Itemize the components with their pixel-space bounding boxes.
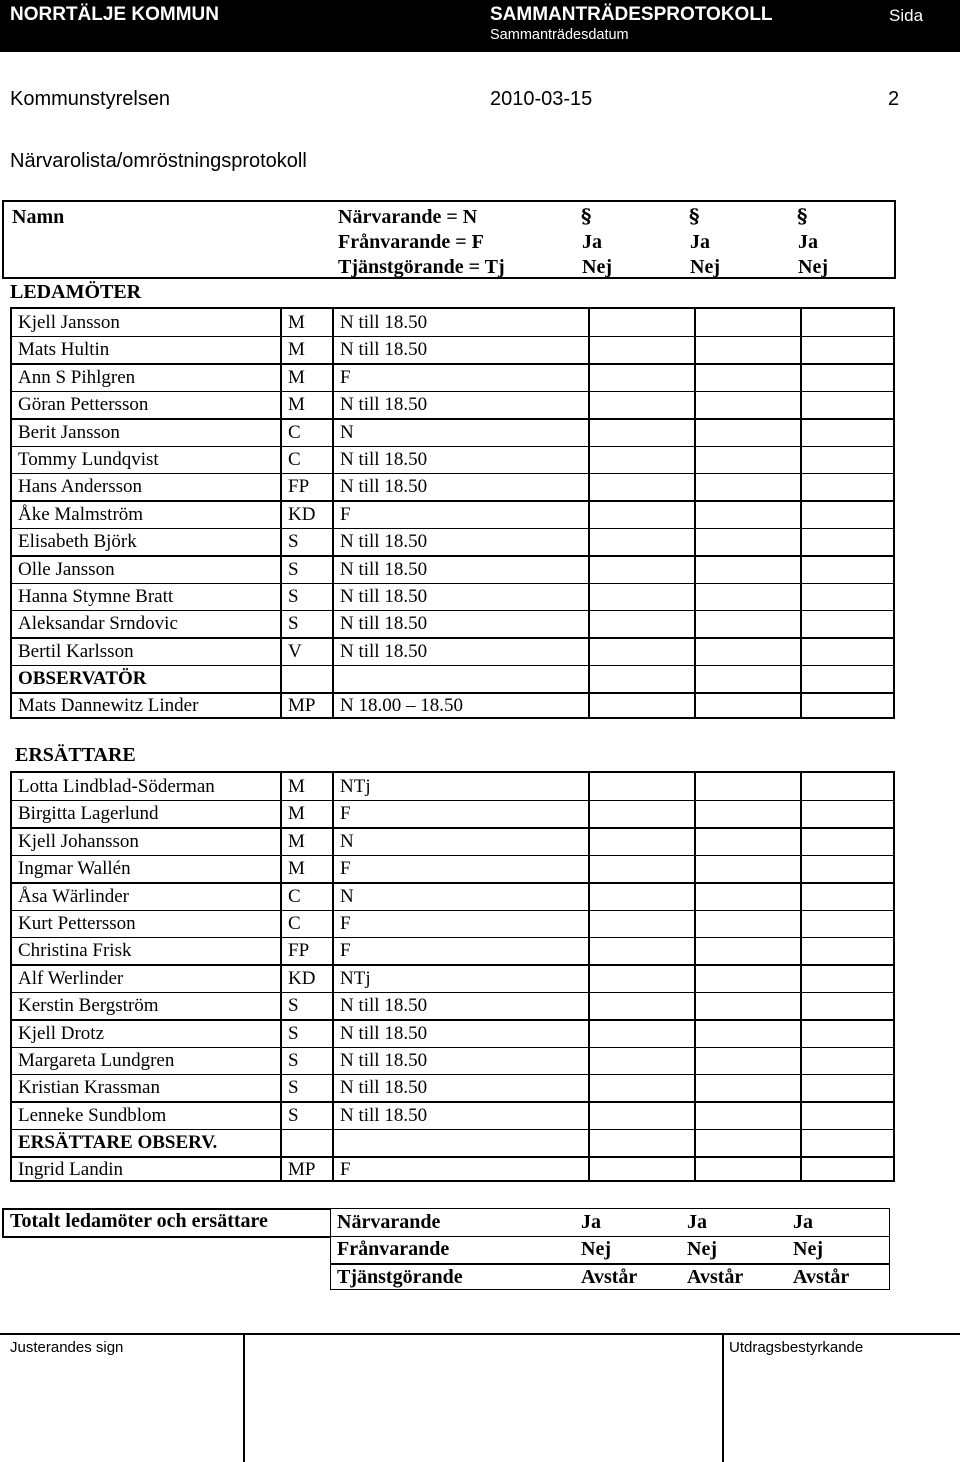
row-divider [12, 910, 893, 912]
totals-value: Ja [581, 1211, 601, 1233]
totals-value: Avstår [687, 1265, 744, 1288]
member-attendance: NTj [340, 776, 371, 797]
totals-value: Nej [581, 1238, 611, 1261]
member-party: FP [288, 940, 310, 962]
member-attendance: F [340, 912, 351, 934]
table-row [12, 528, 893, 555]
vote-yes-header: Ja [798, 231, 818, 253]
section-heading-row [12, 665, 893, 692]
member-name: Mats Dannewitz Linder [18, 695, 199, 717]
member-attendance: N till 18.50 [340, 1104, 428, 1126]
row-divider [12, 692, 893, 694]
totals-bottom-rule [2, 1236, 330, 1238]
section-heading: OBSERVATÖR [18, 668, 147, 690]
table-row [12, 692, 893, 719]
municipality-name: NORRTÄLJE KOMMUN [10, 4, 219, 25]
member-party: S [288, 585, 299, 607]
section-icon: § [581, 204, 592, 228]
table-row [12, 937, 893, 964]
member-name: Mats Hultin [18, 339, 110, 361]
legend-box [2, 200, 896, 279]
totals-row-label: Frånvarande [337, 1238, 450, 1261]
member-attendance: N till 18.50 [340, 995, 428, 1017]
member-attendance: N till 18.50 [340, 1022, 428, 1044]
member-party: M [288, 803, 305, 825]
member-name: Bertil Karlsson [18, 640, 134, 662]
row-divider [12, 391, 893, 393]
table-row [12, 965, 893, 992]
member-attendance: N till 18.50 [340, 1077, 428, 1099]
member-name: Kjell Drotz [18, 1022, 105, 1044]
member-attendance: N 18.00 – 18.50 [340, 695, 463, 717]
row-divider [12, 363, 893, 365]
member-attendance: N till 18.50 [340, 613, 428, 635]
totals-row-label: Närvarande [337, 1211, 441, 1233]
member-attendance: F [340, 503, 351, 525]
member-attendance: F [340, 1159, 351, 1181]
table-row [12, 336, 893, 363]
member-attendance: N [340, 421, 354, 443]
section-heading-row [12, 1129, 893, 1156]
totals-table [330, 1208, 890, 1290]
table-row [12, 828, 893, 855]
member-attendance: F [340, 366, 351, 388]
table-row [12, 556, 893, 583]
member-attendance: N till 18.50 [340, 558, 428, 580]
member-party: C [288, 421, 301, 443]
member-name: Olle Jansson [18, 558, 115, 580]
totals-row-label: Tjänstgörande [337, 1265, 463, 1288]
table-row [12, 419, 893, 446]
member-name: Kristian Krassman [18, 1077, 160, 1099]
table-row [12, 473, 893, 500]
member-name: Åke Malmström [18, 503, 144, 525]
member-name: Tommy Lundqvist [18, 448, 159, 470]
member-name: Åsa Wärlinder [18, 885, 129, 907]
row-divider [12, 637, 893, 639]
member-party: S [288, 1104, 299, 1126]
section-icon: § [797, 204, 808, 228]
row-divider [12, 800, 893, 802]
footer-rule [0, 1333, 960, 1335]
member-party: S [288, 1049, 299, 1071]
member-name: Lotta Lindblad-Söderman [18, 776, 215, 797]
section-heading: ERSÄTTARE OBSERV. [18, 1132, 218, 1154]
member-party: S [288, 1077, 299, 1099]
member-name: Kerstin Bergström [18, 995, 159, 1017]
row-divider [12, 992, 893, 994]
member-party: FP [288, 476, 310, 498]
member-party: M [288, 394, 305, 416]
member-attendance: N till 18.50 [340, 1049, 428, 1071]
row-divider [331, 1236, 889, 1238]
row-divider [12, 1047, 893, 1049]
row-divider [12, 446, 893, 448]
member-party: KD [288, 967, 316, 989]
vote-no-header: Nej [690, 256, 720, 278]
member-party: C [288, 885, 301, 907]
table-row [12, 501, 893, 528]
page-label: Sida [889, 6, 924, 25]
member-party: S [288, 1022, 299, 1044]
member-attendance: N till 18.50 [340, 476, 428, 498]
totals-value: Nej [687, 1238, 717, 1261]
totals-top-rule [2, 1208, 330, 1210]
member-name: Berit Jansson [18, 421, 120, 443]
row-divider [12, 610, 893, 612]
row-divider [12, 827, 893, 829]
member-name: Aleksandar Srndovic [18, 613, 178, 635]
row-divider [12, 336, 893, 338]
member-attendance: F [340, 803, 351, 825]
table-row [12, 855, 893, 882]
member-name: Ingrid Landin [18, 1159, 124, 1181]
page-number: 2 [888, 88, 900, 110]
member-party: V [288, 640, 302, 662]
member-attendance: N till 18.50 [340, 394, 428, 416]
member-attendance: N [340, 885, 354, 907]
page-title: Närvarolista/omröstningsprotokoll [10, 150, 307, 172]
present-legend: Närvarande = N [338, 206, 478, 228]
row-divider [12, 583, 893, 585]
table-row [12, 364, 893, 391]
member-name: Göran Pettersson [18, 394, 149, 416]
member-attendance: F [340, 940, 351, 962]
member-name: Ingmar Wallén [18, 858, 131, 880]
row-divider [12, 937, 893, 939]
vote-no-header: Nej [798, 256, 828, 278]
member-party: S [288, 613, 299, 635]
absent-legend: Frånvarande = F [338, 231, 484, 253]
totals-label: Totalt ledamöter och ersättare [10, 1210, 268, 1232]
row-divider [12, 964, 893, 966]
substitutes-heading: ERSÄTTARE [15, 744, 136, 766]
table-row [12, 309, 893, 336]
table-row [12, 1020, 893, 1047]
table-row [12, 638, 893, 665]
substitutes-table [10, 771, 895, 1182]
footer-divider [722, 1333, 724, 1462]
member-party: M [288, 339, 305, 361]
member-attendance: N till 18.50 [340, 531, 428, 553]
member-attendance: N till 18.50 [340, 448, 428, 470]
table-row [12, 1074, 893, 1101]
row-divider [12, 418, 893, 420]
footer-divider [243, 1333, 245, 1462]
member-attendance: N [340, 830, 354, 852]
member-name: Margareta Lundgren [18, 1049, 175, 1071]
serving-legend: Tjänstgörande = Tj [338, 256, 505, 278]
member-name: Ann S Pihlgren [18, 366, 136, 388]
row-divider [331, 1263, 889, 1265]
section-icon: § [689, 204, 700, 228]
member-party: S [288, 995, 299, 1017]
member-name: Kjell Johansson [18, 830, 139, 852]
totals-value: Nej [793, 1238, 823, 1261]
member-party: S [288, 531, 299, 553]
totals-value: Ja [793, 1211, 813, 1233]
row-divider [12, 665, 893, 667]
extract-label: Utdragsbestyrkande [729, 1339, 864, 1356]
table-row [12, 883, 893, 910]
member-name: Alf Werlinder [18, 967, 124, 989]
table-row [12, 610, 893, 637]
table-row [12, 800, 893, 827]
row-divider [12, 555, 893, 557]
member-attendance: N till 18.50 [340, 585, 428, 607]
committee-name: Kommunstyrelsen [10, 88, 171, 110]
table-row [12, 583, 893, 610]
row-divider [12, 1129, 893, 1131]
member-attendance: N till 18.50 [340, 640, 428, 662]
table-row [12, 446, 893, 473]
row-divider [12, 1101, 893, 1103]
row-divider [12, 528, 893, 530]
table-row [12, 1102, 893, 1129]
totals-value: Ja [687, 1211, 707, 1233]
document-type: SAMMANTRÄDESPROTOKOLL [490, 4, 773, 25]
member-attendance: N till 18.50 [340, 312, 428, 333]
table-row [12, 1047, 893, 1074]
member-attendance: N till 18.50 [340, 339, 428, 361]
row-divider [12, 1019, 893, 1021]
name-column-header: Namn [12, 206, 65, 228]
meeting-date-label: Sammanträdesdatum [490, 27, 629, 43]
table-row [12, 773, 893, 800]
members-heading: LEDAMÖTER [10, 281, 142, 303]
member-party: M [288, 776, 305, 797]
member-party: M [288, 858, 305, 880]
table-row [12, 910, 893, 937]
row-divider [12, 500, 893, 502]
member-name: Lenneke Sundblom [18, 1104, 167, 1126]
member-attendance: F [340, 858, 351, 880]
table-row [12, 1156, 893, 1183]
sign-label: Justerandes sign [10, 1339, 124, 1356]
member-name: Kjell Jansson [18, 312, 120, 333]
totals-left-rule [2, 1208, 4, 1237]
totals-value: Avstår [793, 1265, 850, 1288]
row-divider [12, 882, 893, 884]
meeting-date: 2010-03-15 [490, 88, 593, 110]
vote-yes-header: Ja [690, 231, 710, 253]
member-name: Christina Frisk [18, 940, 132, 962]
member-party: M [288, 366, 305, 388]
member-name: Kurt Pettersson [18, 912, 136, 934]
row-divider [12, 473, 893, 475]
document-header [0, 0, 960, 52]
member-party: C [288, 912, 301, 934]
totals-value: Avstår [581, 1265, 638, 1288]
member-party: KD [288, 503, 316, 525]
vote-yes-header: Ja [582, 231, 602, 253]
member-name: Elisabeth Björk [18, 531, 137, 553]
member-party: MP [288, 1159, 316, 1181]
vote-no-header: Nej [582, 256, 612, 278]
member-name: Hanna Stymne Bratt [18, 585, 174, 607]
member-party: MP [288, 695, 316, 717]
member-party: C [288, 448, 301, 470]
member-attendance: NTj [340, 967, 371, 989]
member-name: Hans Andersson [18, 476, 143, 498]
member-party: M [288, 312, 305, 333]
table-row [12, 391, 893, 418]
row-divider [12, 1074, 893, 1076]
member-name: Birgitta Lagerlund [18, 803, 159, 825]
member-party: S [288, 558, 299, 580]
members-table [10, 307, 895, 719]
row-divider [12, 1156, 893, 1158]
row-divider [12, 855, 893, 857]
table-row [12, 992, 893, 1019]
member-party: M [288, 830, 305, 852]
